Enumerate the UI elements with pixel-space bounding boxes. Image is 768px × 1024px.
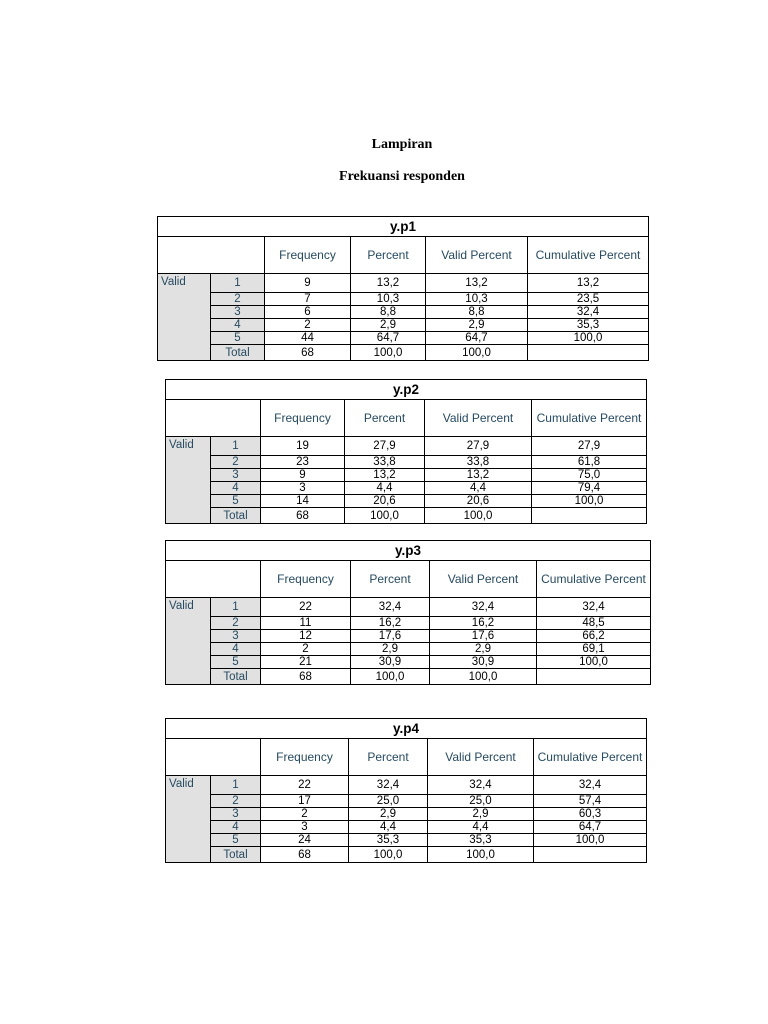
table-title: y.p4 [166,719,647,739]
cumulative-percent-cell: 61,8 [532,456,647,469]
cumulative-percent-cell: 23,5 [528,293,649,306]
table-title: y.p2 [166,380,647,400]
valid-percent-header: Valid Percent [430,561,537,598]
percent-cell: 27,9 [345,437,425,456]
percent-cell: 2,9 [351,643,430,656]
cumulative-percent-cell [537,669,651,685]
valid-percent-cell: 100,0 [428,847,534,863]
frequency-cell: 6 [265,306,351,319]
valid-group-label: Valid [158,274,211,361]
frequency-table [165,718,647,863]
valid-group-label: Valid [166,776,211,863]
table-row [166,643,651,656]
frequency-cell: 22 [261,776,349,795]
header-blank-cell [166,561,261,598]
percent-cell: 32,4 [351,598,430,617]
frequency-cell: 44 [265,332,351,345]
percent-cell: 100,0 [351,669,430,685]
table-row [166,669,651,685]
table-row [166,834,647,847]
valid-percent-cell: 2,9 [430,643,537,656]
valid-percent-cell: 2,9 [426,319,528,332]
valid-group-label: Valid [166,437,211,524]
table-row [166,469,647,482]
cumulative-percent-cell: 35,3 [528,319,649,332]
frequency-cell: 23 [261,456,345,469]
frequency-cell: 9 [265,274,351,293]
cumulative-percent-cell [534,847,647,863]
row-label: 3 [211,469,261,482]
valid-group-label: Valid [166,598,211,685]
cumulative-percent-header: Cumulative Percent [532,400,647,437]
percent-cell: 33,8 [345,456,425,469]
percent-cell: 20,6 [345,495,425,508]
table-row [166,656,651,669]
valid-percent-cell: 30,9 [430,656,537,669]
frequency-cell: 3 [261,821,349,834]
percent-header: Percent [349,739,428,776]
row-label: 4 [211,482,261,495]
valid-percent-cell: 4,4 [428,821,534,834]
frequency-cell: 11 [261,617,351,630]
table-row [158,332,649,345]
row-label: 3 [211,630,261,643]
percent-cell: 13,2 [351,274,426,293]
cumulative-percent-cell: 32,4 [534,776,647,795]
valid-percent-cell: 35,3 [428,834,534,847]
valid-percent-cell: 100,0 [426,345,528,361]
valid-percent-header: Valid Percent [426,237,528,274]
cumulative-percent-cell: 69,1 [537,643,651,656]
table-row [158,345,649,361]
percent-cell: 30,9 [351,656,430,669]
frequency-cell: 19 [261,437,345,456]
table-row [158,306,649,319]
row-label: 1 [211,274,265,293]
row-label: 1 [211,598,261,617]
frequency-header: Frequency [261,400,345,437]
row-label: 2 [211,617,261,630]
row-label: 5 [211,656,261,669]
cumulative-percent-header: Cumulative Percent [534,739,647,776]
cumulative-percent-cell: 100,0 [537,656,651,669]
cumulative-percent-cell: 32,4 [537,598,651,617]
row-label: 5 [211,495,261,508]
table-title: y.p1 [158,217,649,237]
percent-cell: 10,3 [351,293,426,306]
page-subtitle: Frekuansi responden [339,169,465,184]
cumulative-percent-cell: 57,4 [534,795,647,808]
cumulative-percent-cell: 75,0 [532,469,647,482]
cumulative-percent-cell: 32,4 [528,306,649,319]
cumulative-percent-cell: 66,2 [537,630,651,643]
table-row [158,274,649,293]
frequency-header: Frequency [261,561,351,598]
percent-cell: 100,0 [351,345,426,361]
table-row [166,495,647,508]
percent-cell: 4,4 [349,821,428,834]
percent-header: Percent [351,561,430,598]
valid-percent-cell: 100,0 [425,508,532,524]
cumulative-percent-cell [528,345,649,361]
frequency-cell: 68 [261,669,351,685]
table-row [166,508,647,524]
table-row [166,847,647,863]
valid-percent-header: Valid Percent [428,739,534,776]
valid-percent-cell: 17,6 [430,630,537,643]
frequency-cell: 68 [261,847,349,863]
cumulative-percent-cell: 64,7 [534,821,647,834]
frequency-header: Frequency [261,739,349,776]
percent-cell: 25,0 [349,795,428,808]
frequency-cell: 22 [261,598,351,617]
valid-percent-cell: 13,2 [425,469,532,482]
valid-percent-header: Valid Percent [425,400,532,437]
valid-percent-cell: 16,2 [430,617,537,630]
valid-percent-cell: 4,4 [425,482,532,495]
percent-cell: 64,7 [351,332,426,345]
cumulative-percent-cell: 60,3 [534,808,647,821]
cumulative-percent-cell: 13,2 [528,274,649,293]
row-label: 2 [211,293,265,306]
table-row [166,598,651,617]
valid-percent-cell: 20,6 [425,495,532,508]
cumulative-percent-cell: 100,0 [528,332,649,345]
frequency-table [157,216,649,361]
valid-percent-cell: 32,4 [430,598,537,617]
header-blank-cell [166,400,261,437]
valid-percent-cell: 25,0 [428,795,534,808]
row-label: 2 [211,795,261,808]
valid-percent-cell: 10,3 [426,293,528,306]
cumulative-percent-cell: 100,0 [534,834,647,847]
cumulative-percent-cell: 27,9 [532,437,647,456]
row-label: Total [211,508,261,524]
row-label: 3 [211,808,261,821]
frequency-cell: 12 [261,630,351,643]
percent-cell: 16,2 [351,617,430,630]
table-title: y.p3 [166,541,651,561]
row-label: 1 [211,437,261,456]
table-row [166,776,647,795]
cumulative-percent-cell: 100,0 [532,495,647,508]
cumulative-percent-header: Cumulative Percent [537,561,651,598]
row-label: Total [211,847,261,863]
page-title: Lampiran [371,137,433,152]
table-row [166,808,647,821]
valid-percent-cell: 32,4 [428,776,534,795]
valid-percent-cell: 27,9 [425,437,532,456]
row-label: Total [211,669,261,685]
cumulative-percent-cell [532,508,647,524]
frequency-cell: 68 [261,508,345,524]
frequency-cell: 24 [261,834,349,847]
cumulative-percent-cell: 48,5 [537,617,651,630]
table-row [166,437,647,456]
valid-percent-cell: 33,8 [425,456,532,469]
frequency-table [165,379,647,524]
cumulative-percent-cell: 79,4 [532,482,647,495]
percent-cell: 100,0 [345,508,425,524]
row-label: 5 [211,834,261,847]
header-blank-cell [158,237,265,274]
row-label: 5 [211,332,265,345]
percent-cell: 8,8 [351,306,426,319]
percent-header: Percent [351,237,426,274]
row-label: 4 [211,643,261,656]
frequency-header: Frequency [265,237,351,274]
valid-percent-cell: 64,7 [426,332,528,345]
frequency-cell: 2 [261,643,351,656]
row-label: 4 [211,319,265,332]
row-label: Total [211,345,265,361]
frequency-cell: 68 [265,345,351,361]
frequency-cell: 21 [261,656,351,669]
cumulative-percent-header: Cumulative Percent [528,237,649,274]
frequency-cell: 14 [261,495,345,508]
percent-cell: 32,4 [349,776,428,795]
table-row [166,482,647,495]
frequency-cell: 3 [261,482,345,495]
table-row [158,319,649,332]
percent-cell: 4,4 [345,482,425,495]
percent-cell: 2,9 [349,808,428,821]
row-label: 1 [211,776,261,795]
table-row [166,617,651,630]
table-row [166,630,651,643]
valid-percent-cell: 13,2 [426,274,528,293]
percent-cell: 2,9 [351,319,426,332]
table-row [166,795,647,808]
percent-cell: 100,0 [349,847,428,863]
header-blank-cell [166,739,261,776]
valid-percent-cell: 2,9 [428,808,534,821]
row-label: 2 [211,456,261,469]
row-label: 3 [211,306,265,319]
frequency-cell: 17 [261,795,349,808]
percent-cell: 17,6 [351,630,430,643]
percent-cell: 35,3 [349,834,428,847]
table-row [166,456,647,469]
valid-percent-cell: 8,8 [426,306,528,319]
frequency-cell: 2 [261,808,349,821]
frequency-cell: 2 [265,319,351,332]
percent-cell: 13,2 [345,469,425,482]
frequency-cell: 9 [261,469,345,482]
frequency-table [165,540,651,685]
row-label: 4 [211,821,261,834]
table-row [166,821,647,834]
percent-header: Percent [345,400,425,437]
frequency-cell: 7 [265,293,351,306]
valid-percent-cell: 100,0 [430,669,537,685]
table-row [158,293,649,306]
